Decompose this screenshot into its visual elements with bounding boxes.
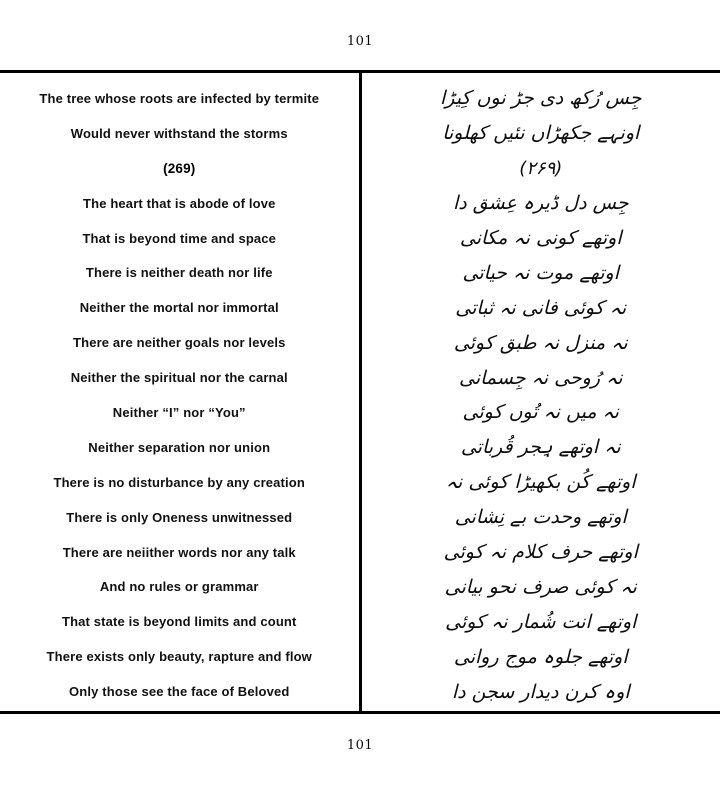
poem-line-urdu: نہ میں نہ تُوں کوئی [462, 401, 619, 424]
poem-line-urdu: اوتھے موت نہ حیاتی [462, 261, 619, 284]
poem-line-urdu: نہ کوئی صرف نحو بیانی [444, 575, 637, 598]
poem-line-english: The tree whose roots are infected by termite [39, 90, 320, 106]
poem-line-urdu: نہ رُوحی نہ جِسمانی [459, 366, 623, 389]
poem-line-english: There are neiither words nor any talk [62, 544, 296, 560]
english-column [0, 73, 359, 711]
poem-line-urdu: جِس دل ڈیرہ عِشق دا [452, 192, 629, 215]
poem-line-english: Neither the mortal nor immortal [79, 300, 279, 316]
poem-line-urdu: اوہ کرن دیدار سجن دا [451, 680, 630, 703]
poem-line-urdu: اونہے جکھڑاں نئیں کھلونا [442, 122, 640, 145]
poem-line-urdu: اوتھے وحدت بے نِشانی [454, 506, 627, 529]
verse-number-urdu: (۲۶۹) [519, 157, 563, 179]
poem-line-english: That is beyond time and space [82, 230, 277, 246]
verse-number-english: (269) [163, 160, 196, 176]
urdu-column [362, 73, 720, 711]
poem-table [0, 70, 720, 714]
poem-line-urdu: نہ اوتھے ہِجر قُرباتی [460, 436, 621, 459]
poem-line-english: And no rules or grammar [99, 579, 259, 595]
poem-line-english: There are neither goals nor levels [73, 335, 286, 351]
poem-line-english: There is only Oneness unwitnessed [66, 509, 293, 525]
poem-line-urdu: اوتھے کونی نہ مکانی [459, 227, 622, 249]
poem-line-urdu: اوتھے کُن بکھیڑا کوئی نہ [445, 471, 636, 494]
poem-line-english: Would never withstand the storms [70, 125, 288, 141]
poem-line-urdu: نہ منزل نہ طبق کوئی [453, 331, 628, 354]
poem-line-english: Only those see the face of Beloved [69, 684, 290, 700]
poem-line-english: Neither “I” nor “You” [112, 404, 246, 420]
poem-line-urdu: اوتھے انت شُمار نہ کوئی [445, 610, 637, 633]
poem-line-english: There is neither death nor life [85, 265, 273, 281]
poem-line-english: That state is beyond limits and count [61, 614, 297, 630]
poem-line-urdu: اوتھے جلوہ موج روانی [453, 645, 628, 668]
poem-line-english: There exists only beauty, rapture and flow [46, 649, 312, 665]
poem-line-english: Neither separation nor union [88, 439, 271, 455]
page-number-bottom: 101 [346, 738, 374, 753]
page-number-top: 101 [346, 34, 374, 49]
poem-line-urdu: جِس رُکھ دی جڑ نوں کِیڑا [439, 87, 642, 110]
poem-line-english: The heart that is abode of love [83, 195, 276, 211]
poem-line-urdu: اوتھے حرف کلام نہ کوئی [443, 541, 638, 564]
poem-line-english: Neither the spiritual nor the carnal [70, 370, 288, 386]
poem-line-urdu: نہ کوئی فانی نہ ثباتی [455, 296, 627, 319]
poem-line-english: There is no disturbance by any creation [53, 474, 305, 490]
